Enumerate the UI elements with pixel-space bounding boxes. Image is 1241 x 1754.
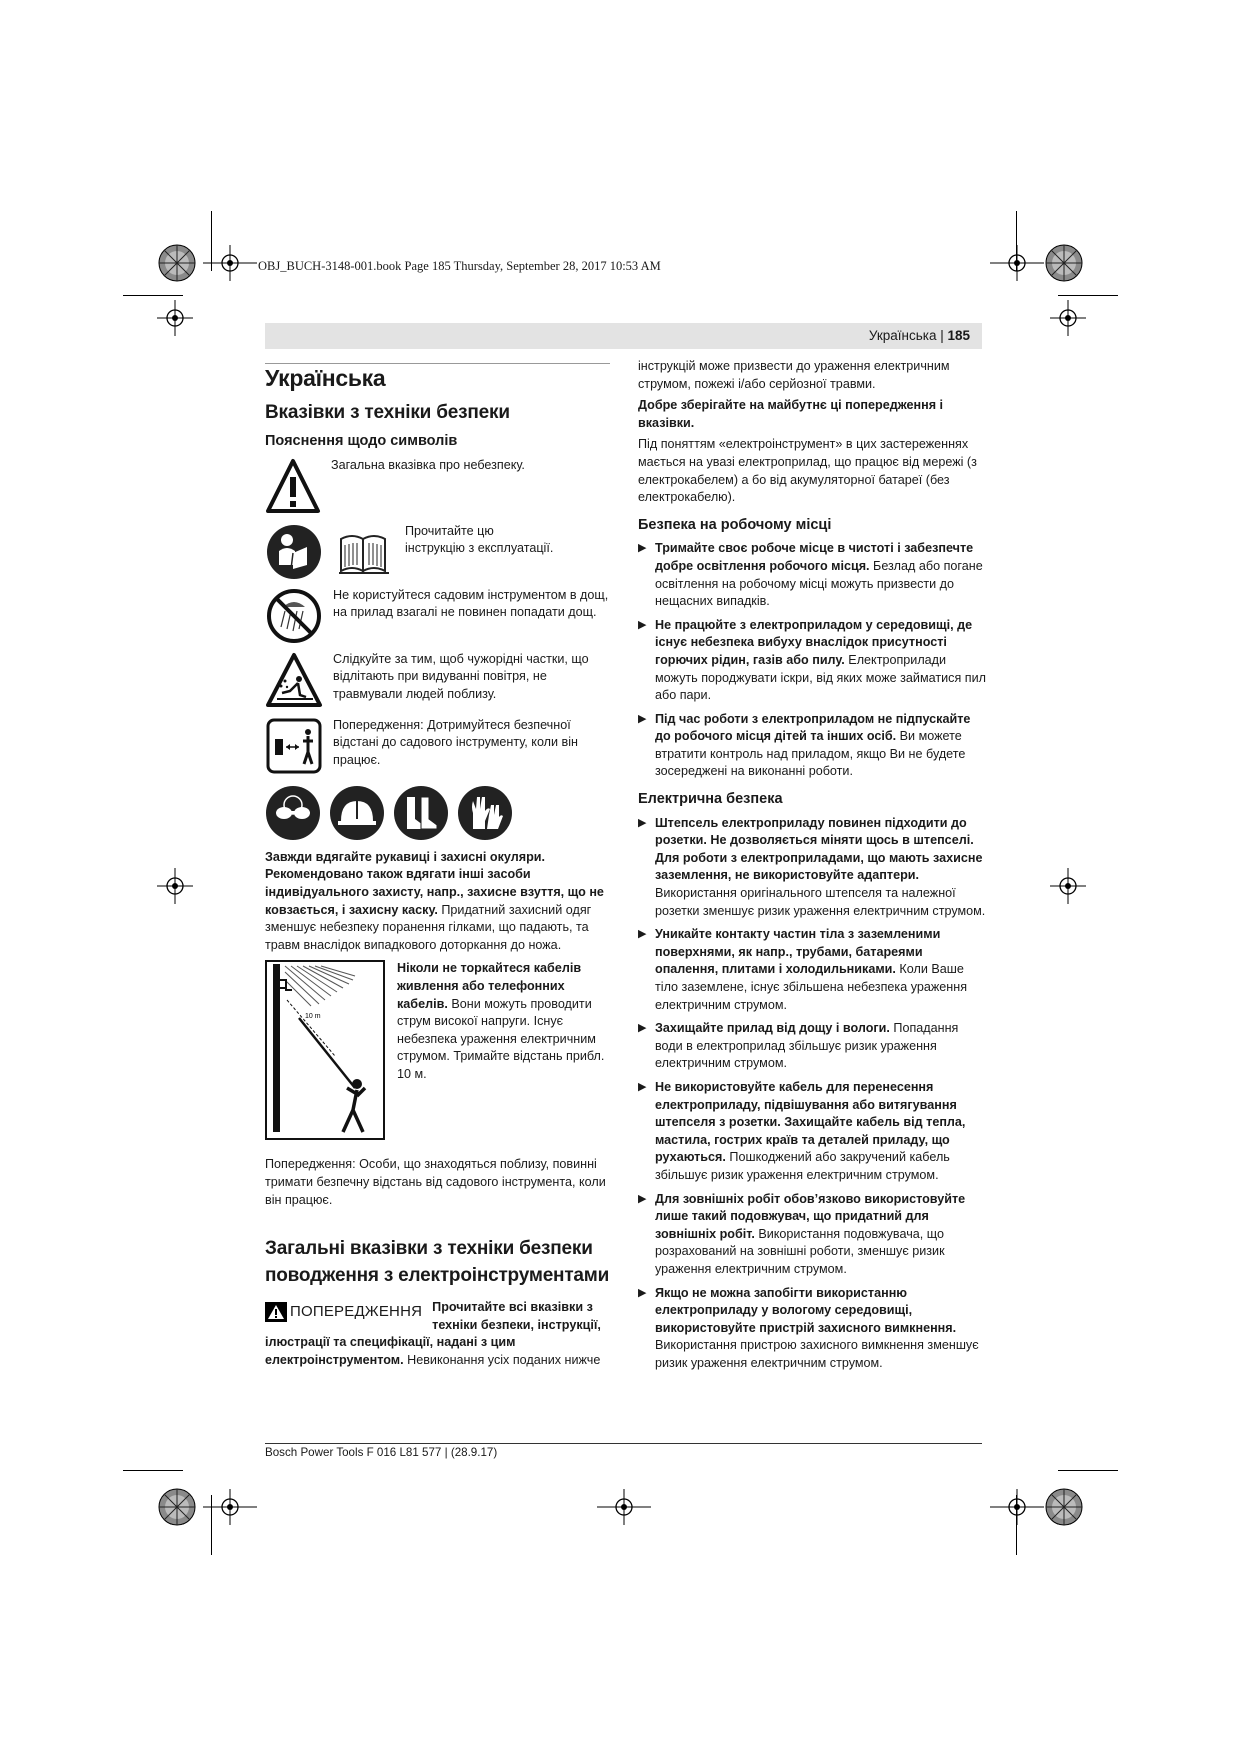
- elec-bullet-3: [638, 1020, 986, 1073]
- warning-triangle-icon: [265, 457, 321, 517]
- crop-target-icon: [203, 245, 257, 281]
- crop-target-icon: [597, 1489, 651, 1525]
- e4-bold: Не використовуйте кабель для перенесення електроприладу, підвішування або витягування штепселя з розетки. Захищайте кабель від тепла, мастила, гострих країв та деталей приладу, що рухаються.: [655, 1079, 966, 1165]
- bullet-arrow-icon: ▶: [638, 1080, 647, 1093]
- color-wheel-mark: [1044, 243, 1084, 283]
- left-column: [265, 360, 610, 1370]
- safe-distance-icon: [265, 717, 323, 775]
- gloves-icon: [457, 785, 513, 841]
- crop-target-icon: [1050, 868, 1086, 904]
- e4-normal: Пошкоджений або закручений кабель збільшує ризик ураження електричним струмом.: [655, 1150, 950, 1182]
- work-area-heading: Безпека на робочому місці: [638, 516, 832, 533]
- e5-normal: Використання подовжувача, що розрахований на зовнішні роботи, зменшує ризик ураження електричним струмом.: [655, 1226, 945, 1276]
- boots-icon: [393, 785, 449, 841]
- header-separator: |: [936, 328, 948, 343]
- color-wheel-mark: [157, 243, 197, 283]
- e5-bold: Для зовнішніх робіт обов’язково використовуйте лише такий подовжувач, що придатний для зовнішніх робіт.: [655, 1191, 966, 1241]
- keep-instructions: [638, 397, 986, 432]
- page-number: 185: [947, 328, 970, 343]
- elec-bullet-5: [638, 1191, 986, 1279]
- crop-target-icon: [203, 1489, 257, 1525]
- electrical-safety-heading: Електрична безпека: [638, 791, 783, 808]
- page-header-label: [869, 328, 970, 343]
- book-info-line: OBJ_BUCH-3148-001.book Page 185 Thursday, September 28, 2017 10:53 AM: [258, 259, 661, 273]
- warning-label: ПОПЕРЕДЖЕННЯ: [290, 1303, 423, 1321]
- bullet-arrow-icon: ▶: [638, 816, 647, 829]
- keep-bold: Добре зберігайте на майбутнє ці попередження і вказівки.: [638, 398, 944, 430]
- warning-paragraph: [265, 1299, 610, 1369]
- symbol-distance-text: Попередження: Дотримуйтеся безпечної відстані до садового інструменту, коли він працює.: [333, 717, 578, 767]
- safety-heading: Вказівки з техніки безпеки: [265, 401, 510, 423]
- e3-bold: Захищайте прилад від дощу і вологи.: [655, 1021, 890, 1036]
- color-wheel-mark: [1044, 1487, 1084, 1527]
- w1-bold: Тримайте своє робоче місце в чистоті і забезпечте добре освітлення робочого місця.: [655, 541, 974, 573]
- bullet-arrow-icon: ▶: [638, 1286, 647, 1299]
- w2-normal: Електроприлади можуть породжувати іскри, від яких може займатися пил або пари.: [655, 652, 986, 703]
- e3-normal: Попадання води в електроприлад збільшує ризик ураження електричним струмом.: [655, 1021, 959, 1071]
- bullet-arrow-icon: ▶: [638, 712, 647, 725]
- bullet-arrow-icon: ▶: [638, 928, 647, 941]
- symbols-heading: Пояснення щодо символів: [265, 433, 458, 450]
- no-rain-icon: [265, 587, 323, 645]
- page-footer: Bosch Power Tools F 016 L81 577 | (28.9.17): [265, 1446, 498, 1459]
- right-column: [638, 358, 986, 1378]
- w3-bold: Під час роботи з електроприладом не підпускайте до робочого місця дітей та інших осіб.: [655, 711, 971, 744]
- e6-bold: Якщо не можна запобігти використанню електроприладу у вологому середовищі, використовуйте пристрій захисного вимкнення.: [655, 1285, 957, 1335]
- crop-target-icon: [990, 1489, 1044, 1525]
- cable-normal: Вони можуть проводити струм високої напруги. Існує небезпека ураження електричним струмом. Тримайте відстань прибл. 10 м.: [397, 996, 605, 1081]
- helmet-icon: [329, 785, 385, 841]
- goggles-icon: [265, 785, 321, 841]
- elec-bullet-6: [638, 1285, 986, 1373]
- work-bullet-3: [638, 711, 986, 781]
- symbol-read-text: Прочитайте цю інструкцію з експлуатації.: [405, 523, 554, 556]
- header-section: Українська: [868, 328, 937, 343]
- color-wheel-mark: [157, 1487, 197, 1527]
- warning-badge-icon: [265, 1302, 287, 1322]
- bullet-arrow-icon: ▶: [638, 1192, 647, 1205]
- ppe-icons-row: [265, 785, 610, 841]
- cable-bold: Ніколи не торкайтеся кабелів живлення або телефонних кабелів.: [397, 961, 582, 1011]
- e6-normal: Використання пристрою захисного вимкнення зменшує ризик ураження електричним струмом.: [655, 1338, 979, 1370]
- work-bullet-1: [638, 540, 986, 610]
- continued-text: інструкцій може призвести до ураження електричним струмом, пожежі і/або серйозної травми.: [638, 359, 950, 391]
- ppe-bold: Завжди вдягайте рукавиці і захисні окуляри. Рекомендовано також вдягати інші засоби індивідуального захисту, напр., захисне взуття, що не ковзається, і захисну каску.: [265, 849, 604, 917]
- bullet-arrow-icon: ▶: [638, 1022, 647, 1035]
- symbol-debris-text: Слідкуйте за тим, щоб чужорідні частки, що відлітають при видуванні повітря, не травмували людей поблизу.: [333, 651, 589, 701]
- crop-target-icon: [1050, 300, 1086, 336]
- symbol-distance-row: [265, 717, 610, 775]
- read-manual-icon: [265, 523, 323, 581]
- e1-bold: Штепсель електроприладу повинен підходити до розетки. Не дозволяється міняти щось в штепселі. Для роботи з електроприладами, що мають захисне заземлення, не використовуйте адаптери.: [655, 815, 983, 883]
- crop-target-icon: [990, 245, 1044, 281]
- bullet-arrow-icon: ▶: [638, 618, 647, 631]
- symbol-debris-row: [265, 651, 610, 711]
- elec-bullet-1: [638, 815, 986, 921]
- power-line-row: [265, 960, 610, 1140]
- term-definition: Під поняттям «електроінструмент» в цих застереженнях мається на увазі електроприлад, що працює від мережі (з електрокабелем) а бо від акумуляторної батареї (без електрокабелю).: [638, 437, 977, 505]
- flying-debris-icon: [265, 651, 323, 711]
- page-header-bar: [265, 323, 982, 349]
- power-line-text: [397, 960, 610, 1083]
- bullet-arrow-icon: ▶: [638, 542, 647, 555]
- elec-bullet-4: [638, 1079, 986, 1185]
- e1-normal: Використання оригінального штепселя та належної розетки зменшує ризик ураження електричним струмом.: [655, 886, 986, 918]
- crop-target-icon: [157, 300, 193, 336]
- page-title: Українська: [265, 365, 386, 391]
- symbol-general-row: [265, 457, 610, 517]
- warning-bold: Прочитайте всі вказівки з техніки безпеки, інструкції, ілюстрації та специфікації, надані з цим електроінструментом.: [265, 1300, 601, 1367]
- bystander-text: Попередження: Особи, що знаходяться поблизу, повинні тримати безпечну відстань від садового інструмента, коли він працює.: [265, 1157, 606, 1207]
- w2-bold: Не працюйте з електроприладом у середовищі, де існує небезпека вибуху внаслідок присутності горючих рідин, газів або пилу.: [655, 617, 973, 667]
- power-line-icon: [265, 960, 385, 1140]
- e2-bold: Уникайте контакту частин тіла з заземленими поверхнями, як напр., трубами, батареями опалення, плитами і холодильниками.: [655, 927, 941, 977]
- work-bullet-2: [638, 617, 986, 705]
- symbol-general-text: Загальна вказівка про небезпеку.: [331, 457, 525, 472]
- warning-normal: Невиконання усіх поданих нижче: [403, 1352, 601, 1367]
- w1-normal: Безлад або погане освітлення на робочому місці можуть призвести до нещасних випадків.: [655, 558, 983, 609]
- book-icon: [335, 529, 393, 579]
- distance-label: 10 m: [305, 1013, 321, 1021]
- elec-bullet-2: [638, 926, 986, 1014]
- footer-rule: [265, 1443, 982, 1444]
- symbol-rain-text: Не користуйтеся садовим інструментом в дощ, на прилад взагалі не повинен попадати дощ.: [333, 587, 609, 620]
- symbol-rain-row: [265, 587, 610, 645]
- ppe-normal: Придатний захисний одяг зменшує небезпеку поранення гілками, що падають, та травм внаслідок випадкового доторкання до ножа.: [265, 902, 592, 952]
- symbol-read-row: [265, 523, 610, 581]
- warning-badge: [265, 1302, 422, 1322]
- ppe-paragraph: [265, 849, 610, 955]
- crop-target-icon: [157, 868, 193, 904]
- general-safety-heading: Загальні вказівки з техніки безпеки поводження з електроінструментами: [265, 1238, 610, 1287]
- e2-normal: Коли Ваше тіло заземлене, існує збільшена небезпека ураження електричним струмом.: [655, 962, 968, 1012]
- w3-normal: Ви можете втратити контроль над приладом, якщо Ви не будете зосереджені на виконанні роботи.: [655, 729, 966, 779]
